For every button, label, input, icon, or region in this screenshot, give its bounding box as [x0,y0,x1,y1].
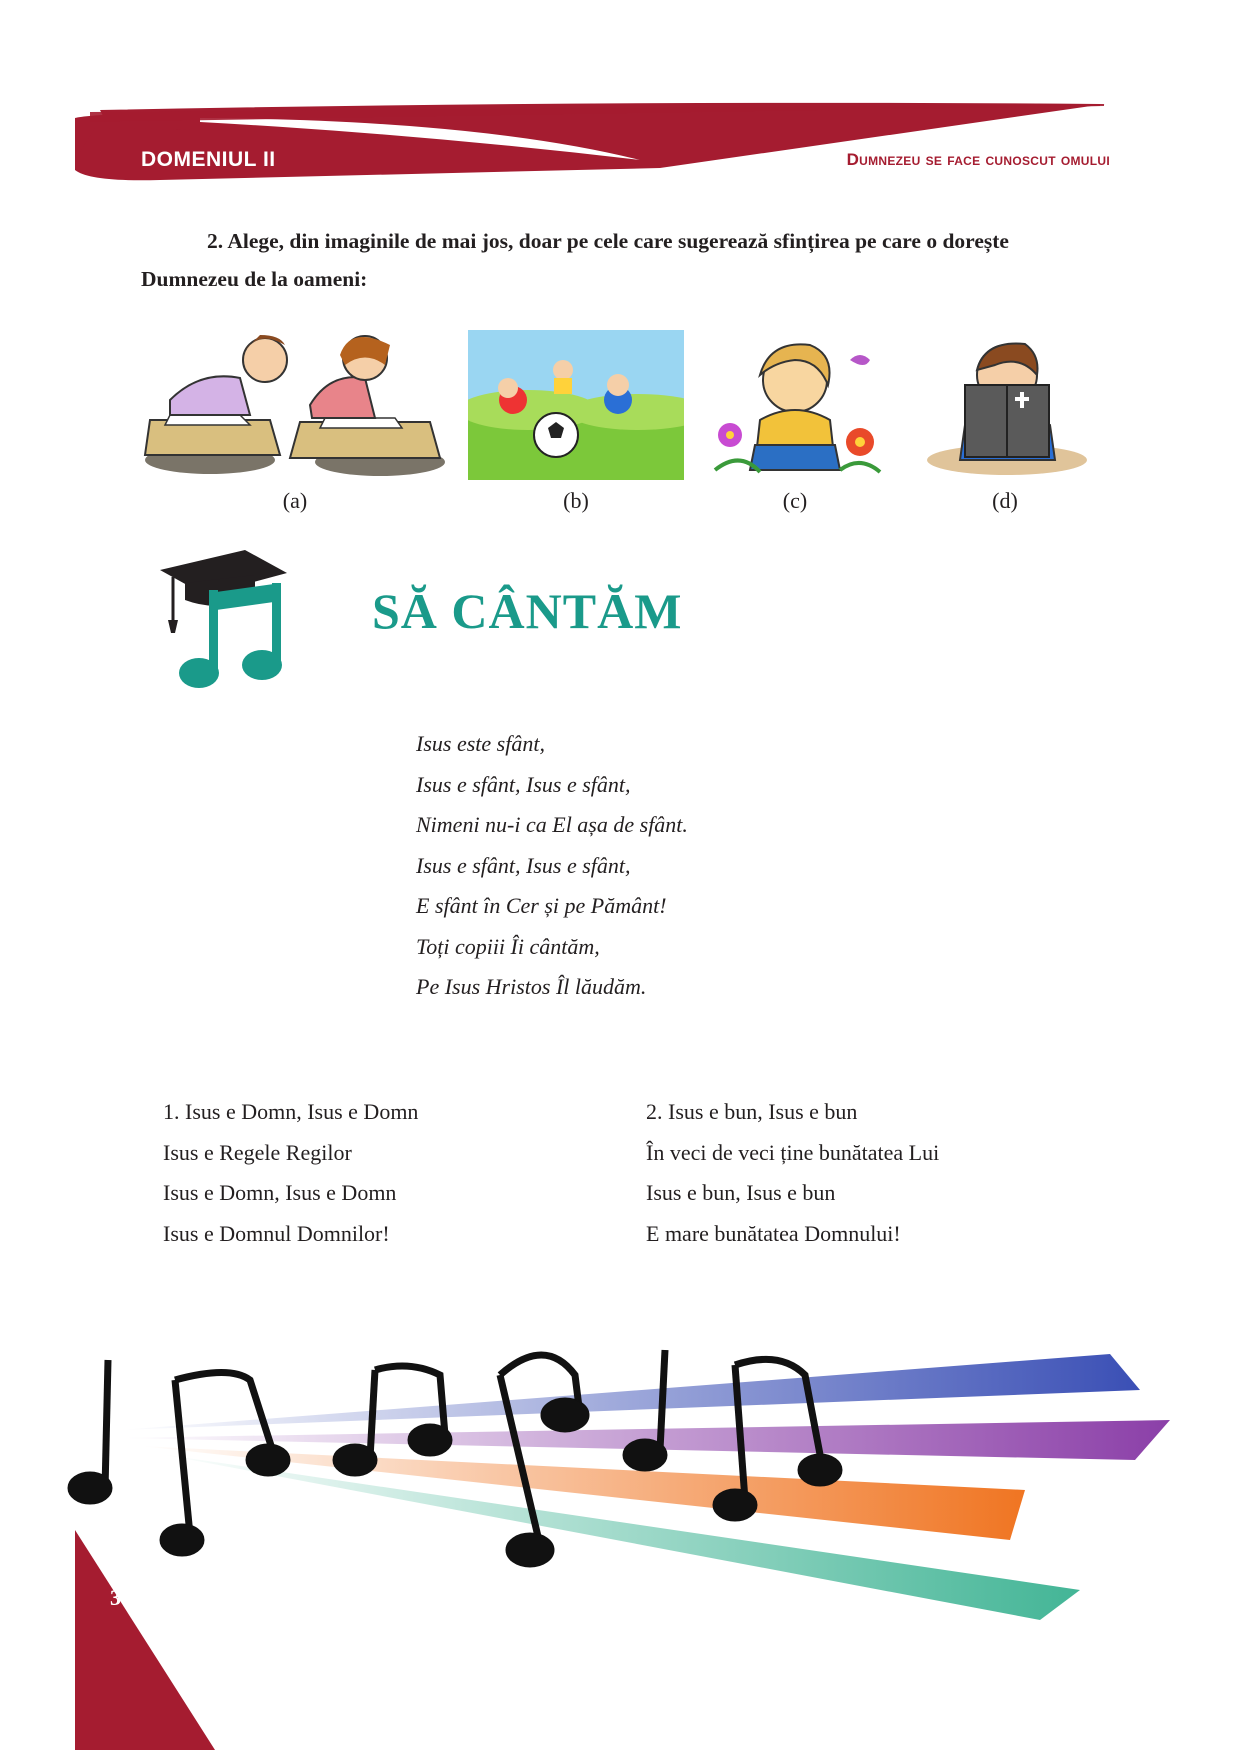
section-title: SĂ CÂNTĂM [372,583,683,639]
verse-line: Isus e Domnul Domnilor! [163,1220,390,1246]
poem-line: Nimeni nu-i ca El așa de sfânt. [416,812,688,837]
domain-label: DOMENIUL II [141,148,276,171]
chapter-title: Dumnezeu se face cunoscut omului [846,150,1110,169]
poem [416,724,688,1008]
poem-line: Isus este sfânt, [416,731,545,756]
verse-line: În veci de veci ține bunătatea Lui [646,1139,940,1165]
poem-line: Isus e sfânt, Isus e sfânt, [416,852,631,878]
music-notes-rainbow-icon [0,1330,1240,1754]
verse-line: E mare bunătatea Domnului! [646,1220,901,1246]
verse-2 [646,1092,939,1254]
caption-d: (d) [992,488,1018,513]
verse-line: 2. Isus e bun, Isus e bun [646,1099,858,1124]
boy-reading-bible-icon [925,330,1090,480]
caption-b: (b) [563,488,589,513]
caption-a: (a) [282,488,308,513]
children-playing-football-icon [468,330,684,480]
page-number: 38 [110,1585,132,1610]
girl-praying-icon [700,330,890,480]
verse-line: 1. Isus e Domn, Isus e Domn [163,1099,419,1124]
poem-line: Toți copiii Îi cântăm, [416,933,600,959]
exercise-text: 2. Alege, din imaginile de mai jos, doar pe cele care sugerează sfințirea pe care o dorește Dumnezeu de la oameni: [141,229,1009,291]
music-note-graduation-cap-icon [155,545,290,695]
students-copying-icon [140,330,450,480]
verse-line: Isus e Domn, Isus e Domn [163,1180,397,1205]
verse-line: Isus e bun, Isus e bun [646,1180,836,1205]
caption-c: (c) [782,488,808,513]
verse-line: Isus e Regele Regilor [163,1139,352,1165]
poem-line: E sfânt în Cer și pe Pământ! [416,893,667,918]
poem-line: Pe Isus Hristos Îl lăudăm. [416,974,647,999]
verse-1 [163,1092,418,1254]
poem-line: Isus e sfânt, Isus e sfânt, [416,771,631,797]
